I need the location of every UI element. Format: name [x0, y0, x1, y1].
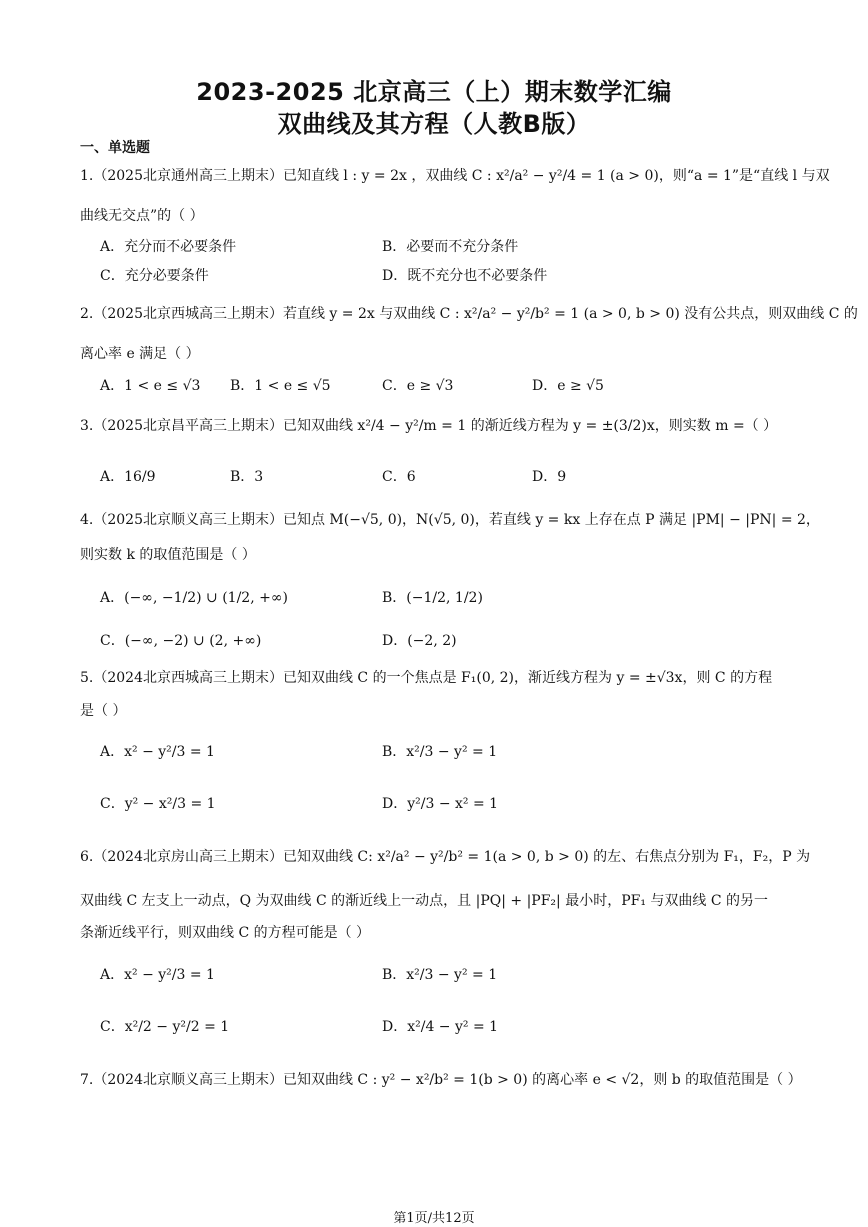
page-footer: 第1页/共12页 [393, 1211, 475, 1226]
question-1-stem: 1.（2025北京通州高三上期末）已知直线 l : y = 2x ，双曲线 C : x²/a² − y²/4 = 1 (a > 0)，则“a = 1”是“直线 l 与双 [80, 168, 830, 184]
question-7-stem: 7.（2024北京顺义高三上期末）已知双曲线 C : y² − x²/b² = 1(b > 0) 的离心率 e < √2，则 b 的取值范围是（ ） [80, 1072, 802, 1088]
question-5-option-a: A．x² − y²/3 = 1 [100, 744, 215, 760]
question-6-option-a: A．x² − y²/3 = 1 [100, 967, 215, 983]
question-2-option-a: A．1 < e ≤ √3 [100, 378, 201, 394]
document-title: 2023-2025 北京高三（上）期末数学汇编 [196, 78, 672, 106]
question-2-stem-cont: 离心率 e 满足（ ） [80, 346, 200, 362]
question-4-stem: 4.（2025北京顺义高三上期末）已知点 M(−√5, 0)，N(√5, 0)，若直线 y = kx 上存在点 P 满足 |PM| − |PN| = 2， [80, 512, 820, 528]
question-5-stem-cont: 是（ ） [80, 703, 127, 719]
question-6-stem: 6.（2024北京房山高三上期末）已知双曲线 C: x²/a² − y²/b² = 1(a > 0, b > 0) 的左、右焦点分别为 F₁，F₂，P 为 [80, 849, 811, 865]
question-2-option-d: D．e ≥ √5 [532, 378, 604, 394]
question-3-option-b: B．3 [230, 469, 264, 485]
section-heading: 一、单选题 [80, 140, 150, 156]
question-2-stem: 2.（2025北京西城高三上期末）若直线 y = 2x 与双曲线 C : x²/a² − y²/b² = 1 (a > 0, b > 0) 没有公共点，则双曲线 C 的 [80, 306, 858, 322]
question-4-option-a: A．(−∞, −1/2) ∪ (1/2, +∞) [100, 590, 288, 606]
question-5-option-c: C．y² − x²/3 = 1 [100, 796, 216, 812]
question-3-option-d: D．9 [532, 469, 567, 485]
document-subtitle: 双曲线及其方程（人教B版） [277, 110, 591, 138]
question-1-option-b: B．必要而不充分条件 [382, 239, 519, 255]
question-5-stem: 5.（2024北京西城高三上期末）已知双曲线 C 的一个焦点是 F₁(0, 2)，渐近线方程为 y = ±√3x，则 C 的方程 [80, 670, 773, 686]
question-6-option-d: D．x²/4 − y² = 1 [382, 1019, 499, 1035]
question-3-option-c: C．6 [382, 469, 416, 485]
question-4-option-d: D．(−2, 2) [382, 633, 457, 649]
question-6-stem-line2: 双曲线 C 左支上一动点，Q 为双曲线 C 的渐近线上一动点，且 |PQ| + |PF₂| 最小时，PF₁ 与双曲线 C 的另一 [80, 893, 769, 909]
question-4-option-b: B．(−1/2, 1/2) [382, 590, 483, 606]
question-6-option-c: C．x²/2 − y²/2 = 1 [100, 1019, 230, 1035]
question-4-stem-cont: 则实数 k 的取值范围是（ ） [80, 547, 256, 563]
question-4-option-c: C．(−∞, −2) ∪ (2, +∞) [100, 633, 262, 649]
question-5-option-d: D．y²/3 − x² = 1 [382, 796, 499, 812]
question-3-option-a: A．16/9 [100, 469, 156, 485]
question-2-option-c: C．e ≥ √3 [382, 378, 454, 394]
question-5-option-b: B．x²/3 − y² = 1 [382, 744, 498, 760]
question-2-option-b: B．1 < e ≤ √5 [230, 378, 331, 394]
question-6-stem-line3: 条渐近线平行，则双曲线 C 的方程可能是（ ） [80, 925, 371, 941]
question-1-option-c: C．充分必要条件 [100, 268, 209, 284]
question-1-option-d: D．既不充分也不必要条件 [382, 268, 548, 284]
question-1-stem-cont: 曲线无交点”的（ ） [80, 208, 204, 224]
question-1-option-a: A．充分而不必要条件 [100, 239, 237, 255]
question-6-option-b: B．x²/3 − y² = 1 [382, 967, 498, 983]
question-3-stem: 3.（2025北京昌平高三上期末）已知双曲线 x²/4 − y²/m = 1 的渐近线方程为 y = ±(3/2)x，则实数 m =（ ） [80, 418, 778, 434]
